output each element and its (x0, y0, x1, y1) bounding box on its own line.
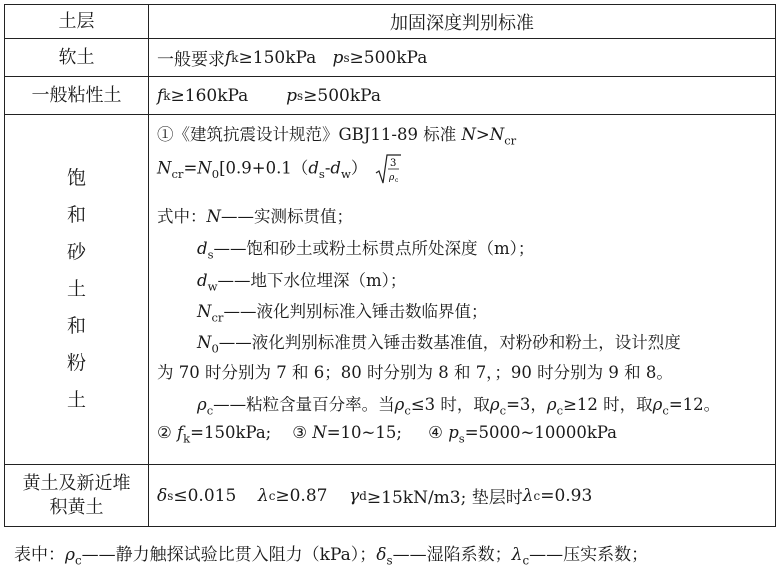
text: > (475, 125, 490, 144)
symbol-lambda: λ (257, 485, 269, 506)
value-text: ≤0.015 (173, 485, 237, 506)
value-text: ≥500kPa (303, 85, 381, 106)
text: =5000~10000kPa (464, 423, 618, 442)
subscript: s (167, 488, 174, 503)
note-text: 表中： (14, 545, 65, 565)
subscript: c (556, 403, 564, 418)
subscript: cr (171, 166, 184, 181)
name-char: 粉 (66, 352, 86, 374)
note-text: ——静力触探试验比贯入阻力（kPa）； (81, 545, 377, 565)
symbol-delta: δ (376, 545, 387, 565)
sqrt-numerator: 3 (389, 158, 396, 169)
note-text: ——湿陷系数； (392, 545, 512, 565)
text: =12。 (668, 395, 721, 414)
symbol-n: N (461, 125, 476, 144)
symbol-rho: ρ (394, 395, 405, 414)
subscript: 0 (211, 341, 219, 356)
text: [0.9+0.1（ (219, 158, 309, 178)
name-char: 土 (66, 389, 86, 411)
text: ④ (428, 423, 449, 442)
text: ≤3 时，取 (410, 395, 490, 414)
subscript: c (499, 403, 507, 418)
subscript: cr (211, 310, 224, 325)
symbol-n: N (157, 158, 172, 178)
symbol-n: N (312, 423, 327, 442)
soil-name-sand-silt (5, 115, 149, 464)
text: =150kPa; (190, 423, 272, 442)
line-ds (197, 235, 534, 261)
line-other-criteria (157, 423, 617, 445)
text: ≥12 时，取 (563, 395, 653, 414)
sqrt-denominator-sub: c (394, 177, 398, 184)
text: = (183, 158, 198, 178)
soil-name-text: 软土 (58, 46, 95, 68)
soil-name-text: 一般粘性土 (31, 84, 122, 106)
soil-name-line2: 积黄土 (49, 496, 104, 518)
name-char: 和 (66, 204, 86, 226)
symbol-p: p (448, 423, 459, 442)
text: ② (157, 423, 178, 442)
symbol-rho: ρ (546, 395, 557, 414)
subscript: k (231, 50, 239, 65)
header-soil-layer (5, 5, 149, 38)
symbol-n: N (489, 125, 505, 144)
symbol-f: f (177, 423, 184, 442)
criteria-text: 一般要求 (157, 50, 225, 70)
subscript: w (207, 279, 218, 294)
vertical-soil-name (67, 160, 86, 419)
line-rho (197, 391, 720, 417)
text: 式中： (157, 207, 207, 226)
subscript: s (458, 431, 465, 446)
symbol-rho: ρ (65, 545, 75, 565)
symbol-d: d (308, 158, 319, 178)
text: ——液化判别标准入锤击数临界值； (223, 302, 488, 321)
radical-sign (375, 153, 401, 185)
text: ——地下水位埋深（m）； (217, 271, 407, 290)
subscript: c (404, 403, 411, 418)
subscript: k (183, 431, 191, 446)
name-char: 和 (66, 315, 86, 337)
text: =3， (506, 395, 547, 414)
text: ——粘粒含量百分率。当 (213, 395, 395, 414)
text: - (324, 158, 331, 178)
table-note (14, 540, 648, 567)
sqrt-symbol (375, 153, 401, 185)
value-text: ≥15kN/m3; 垫层时 (366, 488, 523, 508)
symbol-n: N (197, 333, 212, 352)
line-n0 (197, 329, 681, 355)
value-text: ≥160kPa (170, 85, 249, 106)
symbol-d: d (197, 271, 208, 290)
name-char: 砂 (66, 241, 86, 263)
symbol-rho: ρ (652, 395, 663, 414)
value-text: =0.93 (540, 485, 593, 506)
text: ——实测标贯值； (220, 207, 353, 226)
subscript: w (340, 166, 351, 181)
text: =10~15; (326, 423, 402, 442)
text: 为 70 时分别为 7 和 6；80 时分别为 8 和 7，；90 时分别为 9 和 8。 (157, 363, 673, 382)
criteria-soft (149, 39, 775, 76)
table-row-soft-soil (5, 39, 775, 77)
subscript: s (297, 88, 304, 103)
text: ——液化判别标准贯入锤击数基准值，对粉砂和粉土，设计烈度 (218, 333, 681, 352)
criteria-clay (149, 77, 775, 114)
name-char: 土 (66, 278, 86, 300)
symbol-lambda: λ (522, 485, 534, 506)
text: ③ (292, 423, 313, 442)
table-row-sand-silt (5, 115, 775, 465)
symbol-d: d (197, 239, 208, 258)
subscript: c (522, 553, 530, 568)
sqrt-denominator: ρ (388, 173, 394, 183)
symbol-p: p (286, 85, 298, 106)
subscript: c (268, 488, 276, 503)
name-char: 饱 (66, 167, 86, 189)
value-text: ≥0.87 (275, 485, 328, 506)
subscript: s (318, 166, 325, 181)
value-text: ≥500kPa (349, 47, 428, 68)
symbol-n: N (197, 158, 212, 178)
subscript: c (662, 403, 669, 418)
symbol-n: N (197, 302, 212, 321)
table-header-row (5, 5, 775, 39)
header-col2-text: 加固深度判别标准 (390, 12, 534, 34)
table-row-clay (5, 77, 775, 115)
subscript: c (533, 488, 541, 503)
line-where-n (157, 203, 353, 227)
subscript: cr (504, 133, 517, 148)
symbol-rho: ρ (489, 395, 500, 414)
symbol-f: f (157, 85, 164, 106)
soil-name-clay (5, 77, 149, 114)
symbol-lambda: λ (511, 545, 523, 565)
subscript: c (206, 403, 214, 418)
criteria-loess (149, 465, 775, 526)
line-dw (197, 267, 406, 293)
subscript: k (163, 88, 171, 103)
line-ncr (197, 298, 487, 324)
line-standard (157, 121, 516, 147)
soil-name-line1: 黄土及新近堆 (22, 472, 131, 494)
symbol-gamma: γ (349, 485, 360, 506)
symbol-n: N (206, 207, 221, 226)
subscript: 0 (211, 166, 220, 181)
subscript: s (386, 553, 393, 568)
value-text: ≥150kPa (238, 47, 317, 68)
symbol-p: p (332, 47, 344, 68)
soil-name-soft (5, 39, 149, 76)
symbol-d: d (330, 158, 341, 178)
symbol-f: f (225, 47, 232, 68)
soil-name-loess (5, 465, 149, 526)
header-criteria (149, 5, 775, 38)
text: ） (350, 158, 368, 178)
line-intensity (157, 359, 673, 383)
text: ①《建筑抗震设计规范》GBJ11-89 标准 (157, 125, 462, 144)
subscript: s (207, 247, 214, 262)
symbol-delta: δ (157, 485, 168, 506)
subscript: c (75, 553, 82, 568)
criteria-table (4, 4, 776, 527)
header-col1-text: 土层 (58, 10, 95, 32)
subscript: d (359, 488, 367, 503)
symbol-rho: ρ (197, 395, 207, 414)
text: ——饱和砂土或粉土标贯点所处深度（m）； (213, 239, 535, 258)
line-formula (157, 153, 401, 185)
subscript: s (343, 50, 350, 65)
table-row-loess (5, 465, 775, 526)
note-text: ——压实系数； (529, 545, 649, 565)
